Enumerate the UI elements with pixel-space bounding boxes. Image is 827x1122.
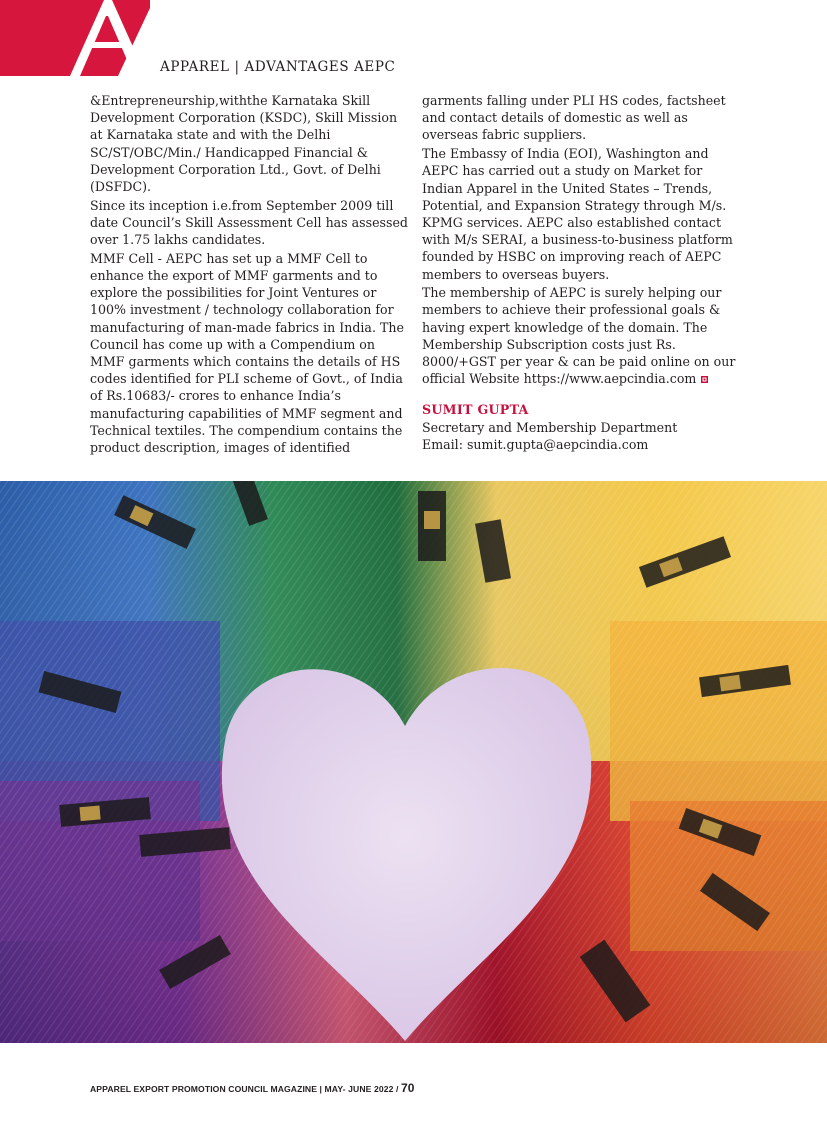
author-name: SUMIT GUPTA [422,402,529,418]
paragraph: garments falling under PLI HS codes, factsheet and contact details of domestic as well as overseas fabric suppliers. [422,93,726,143]
page-footer [90,1081,415,1095]
right-column [422,92,740,453]
embroidery-thread-heart-photo [0,481,827,1043]
paragraph: Since its inception i.e.from September 2009 till date Council’s Skill Assessment Cell has assessed over 1.75 lakhs candidates. [90,197,408,248]
end-of-article-icon [701,376,708,383]
author-email: Email: sumit.gupta@aepcindia.com [422,436,649,452]
page-number: 70 [400,1081,415,1095]
paragraph-with-end-mark [422,284,740,387]
left-column [90,92,408,458]
author-designation: Secretary and Membership Department [422,419,678,435]
section-title: APPAREL | ADVANTAGES AEPC [160,59,396,75]
paragraph: &Entrepreneurship,withthe Karnataka Skill Development Corporation (KSDC), Skill Mission at Karnataka state and with the Delhi SC/ST/OBC/Min./ Handicapped Financial & Development Corporation Ltd., Govt. of Delhi (DSFDC). [90,93,398,195]
aepc-logo-icon [0,0,150,76]
paragraph: The Embassy of India (EOI), Washington and AEPC has carried out a study on Market for Indian Apparel in the United States – Trends, Potential, and Expansion Strategy through M/s. KPMG services. AEPC also established contact with M/s SERAI, a business-to-business platform founded by HSBC on improving reach of AEPC members to overseas buyers. [422,146,733,282]
magazine-name: APPAREL EXPORT PROMOTION COUNCIL MAGAZINE | MAY- JUNE 2022 / [90,1084,401,1094]
paragraph-text: The membership of AEPC is surely helping our members to achieve their professional goals & having expert knowledge of the domain. The Membership Subscription costs just Rs. 8000/+GST per year & can be paid online on our official Website https://www.aepcindia.com [422,285,736,387]
paragraph: MMF Cell - AEPC has set up a MMF Cell to enhance the export of MMF garments and to explore the possibilities for Joint Ventures or 100% investment / technology collaboration for manufacturing of man-made fabrics in India. The Council has come up with a Compendium on MMF garments which contains the details of HS codes identified for PLI scheme of Govt., of India of Rs.10683/- crores to enhance India’s manufacturing capabilities of MMF segment and Technical textiles. The compendium contains the product description, images of identified [90,250,404,456]
